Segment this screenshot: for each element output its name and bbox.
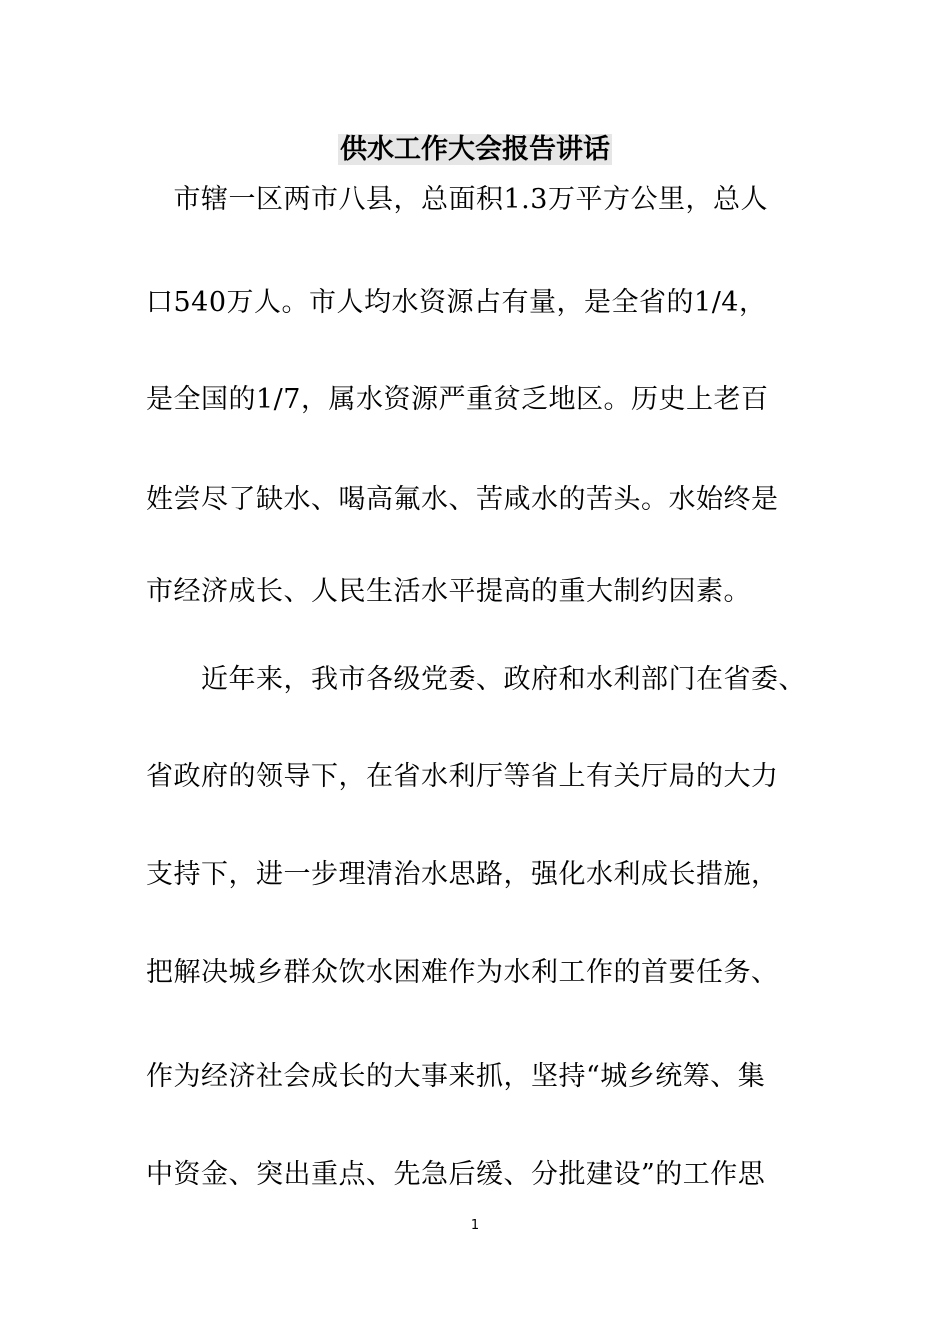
text-line: 省政府的领导下，在省水利厅等省上有关厅局的大力 — [146, 761, 779, 792]
text-line: 中资金、突出重点、先急后缓、分批建设”的工作思 — [146, 1159, 766, 1190]
text-line: 是全国的1/7，属水资源严重贫乏地区。历史上老百 — [146, 384, 769, 415]
text-line: 近年来，我市各级党委、政府和水利部门在省委、 — [146, 664, 806, 695]
text-line: 市经济成长、人民生活水平提高的重大制约因素。 — [146, 576, 751, 607]
page-number: 1 — [470, 1218, 480, 1233]
text-line: 姓尝尽了缺水、喝高氟水、苦咸水的苦头。水始终是 — [146, 484, 779, 515]
document-title-text: 供水工作大会报告讲话 — [340, 134, 610, 165]
text-line: 口540万人。市人均水资源占有量，是全省的1/4， — [146, 287, 767, 318]
document-title — [0, 130, 950, 170]
text-line: 把解决城乡群众饮水困难作为水利工作的首要任务、 — [146, 957, 779, 988]
text-line: 市辖一区两市八县，总面积1.3万平方公里，总人 — [146, 184, 768, 215]
text-line: 支持下，进一步理清治水思路，强化水利成长措施， — [146, 859, 779, 890]
text-line: 作为经济社会成长的大事来抓，坚持“城乡统筹、集 — [146, 1061, 766, 1092]
